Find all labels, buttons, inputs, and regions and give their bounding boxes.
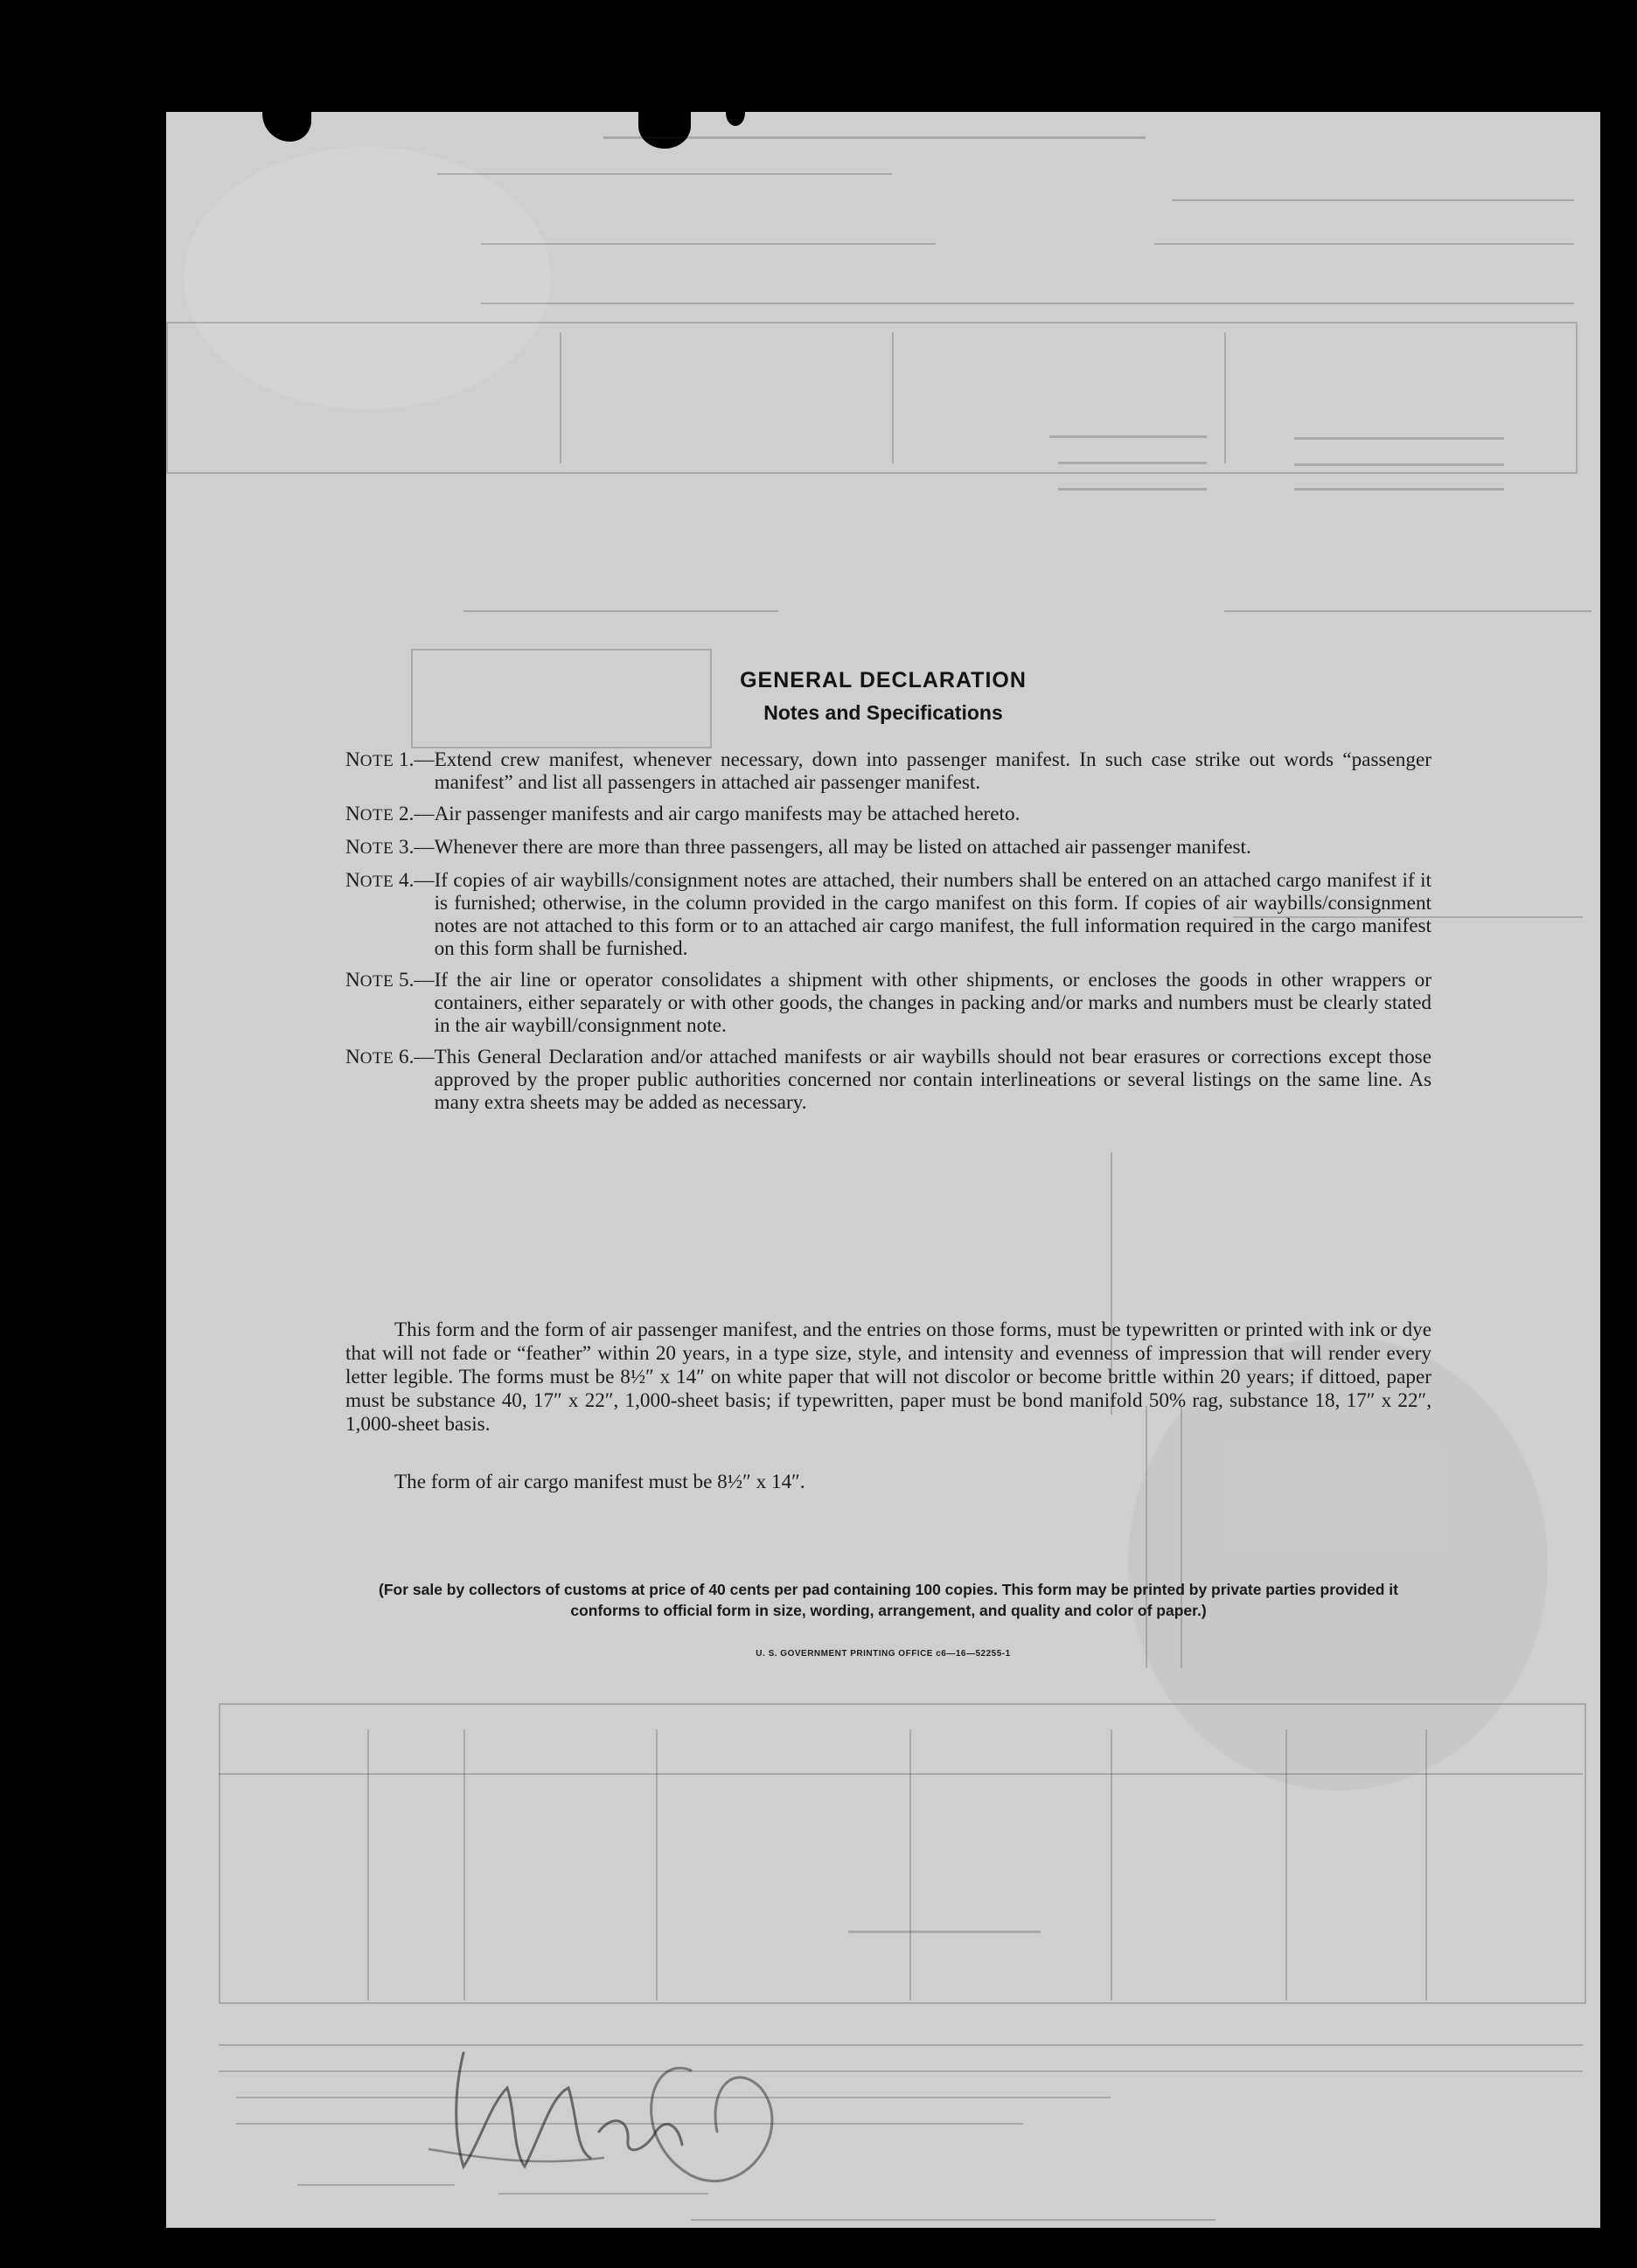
note-item [345, 836, 1432, 860]
bleed-through-mark [1154, 243, 1574, 245]
note-label: NOTE 1.— [345, 748, 435, 771]
bleed-through-mark [1294, 437, 1504, 440]
document-page [166, 112, 1600, 2228]
bleed-through-mark [656, 1729, 658, 2000]
bleed-through-mark [219, 1703, 1586, 2004]
bleed-through-mark [691, 2219, 1216, 2221]
note-text: Extend crew manifest, whenever necessary, down into passenger manifest. In such case strike out words “passenger manifest” and list all passengers in attached air passenger manifest. [434, 748, 1432, 794]
bleed-through-mark [481, 243, 936, 245]
bleed-through-mark [219, 1773, 1583, 1775]
specification-text: This form and the form of air passenger manifest, and the entries on those forms, must be typewritten or printed with ink or dye that will not fade or “feather” within 20 years, in a type size, style, and intensity and evenness of impression that will render every letter legible. The forms must be 8½″ x 14″ on white paper that will not discolor or become brittle within 20 years; if dittoed, paper must be substance 40, 17″ x 22″, 1,000-sheet basis; if typewritten, paper must be bond manifold 50% rag, substance 18, 17″ x 22″, 1,000-sheet basis. [345, 1318, 1432, 1436]
bleed-through-mark [1111, 1729, 1112, 2000]
bleed-through-mark [219, 2070, 1583, 2072]
bleed-through-mark [909, 1729, 911, 2000]
bleed-through-mark [1058, 488, 1207, 490]
note-text: If the air line or operator consolidates a shipment with other shipments, or encloses the goods in other wrappers or containers, either separately or with other goods, the changes in packing and/or marks and numbers must be clearly stated in the air waybill/consignment note. [434, 969, 1432, 1037]
bleed-through-mark [1172, 199, 1574, 201]
bleed-through-mark [1294, 463, 1504, 466]
bleed-through-mark [1294, 488, 1504, 490]
note-item [345, 1046, 1432, 1114]
note-item [345, 869, 1432, 960]
bleed-through-mark [560, 332, 561, 463]
bleed-through-mark [848, 1931, 1041, 1933]
note-text: Whenever there are more than three passengers, all may be listed on attached air passenger manifest. [434, 836, 1251, 859]
page-title: GENERAL DECLARATION [740, 668, 1027, 692]
bleed-through-mark [1181, 1406, 1182, 1668]
bleed-through-mark [219, 2044, 1583, 2046]
note-label: NOTE 5.— [345, 969, 435, 991]
bleed-through-mark [1049, 435, 1207, 438]
bleed-through-mark [892, 332, 894, 463]
bleed-through-mark [1425, 1729, 1427, 2000]
bleed-through-mark [1224, 332, 1226, 463]
note-label: NOTE 6.— [345, 1046, 435, 1068]
bleed-through-mark [367, 1729, 369, 2000]
bleed-through-mark [1146, 1406, 1147, 1668]
note-label: NOTE 2.— [345, 803, 435, 825]
note-text: If copies of air waybills/consignment notes are attached, their numbers shall be entered on an attached cargo manifest if it is furnished; otherwise, in the column provided in the cargo manifest on this form. If copies of air waybills/consignment notes are not attached to this form or to an attached air cargo manifest, the full information required in the cargo manifest on this form shall be furnished. [434, 869, 1432, 960]
bleed-through-mark [463, 610, 778, 612]
bleed-through-mark [1058, 462, 1207, 464]
bleed-through-mark [1285, 1729, 1287, 2000]
cargo-manifest-size-note: The form of air cargo manifest must be 8½″ x 14″. [394, 1471, 805, 1493]
bleed-through-mark [1224, 610, 1592, 612]
torn-edge [638, 112, 691, 149]
note-text: This General Declaration and/or attached manifests or air waybills should not bear erasures or corrections except those approved by the proper public authorities concerned nor contain interlineations or several listings on the same line. As many extra sheets may be added as necessary. [434, 1046, 1432, 1114]
bleed-through-mark [603, 136, 1146, 139]
note-label: NOTE 3.— [345, 836, 435, 859]
note-label: NOTE 4.— [345, 869, 435, 892]
bleed-through-mark [481, 303, 1574, 304]
torn-edge [262, 112, 311, 142]
printing-office-imprint: U. S. GOVERNMENT PRINTING OFFICE c6—16—52255-1 [756, 1649, 1011, 1659]
bleed-through-mark [498, 2193, 708, 2195]
signature-drawing [428, 2035, 848, 2193]
note-item [345, 969, 1432, 1037]
sale-note: (For sale by collectors of customs at price of 40 cents per pad containing 100 copies. This form may be printed by private parties provided it conforms to official form in size, wording, arrangement, and quality and color of paper.) [379, 1581, 1398, 1619]
note-item [345, 803, 1432, 827]
bleed-through-mark [411, 649, 712, 748]
bleed-through-mark [463, 1729, 465, 2000]
bleed-through-mark [166, 322, 1578, 474]
torn-edge [726, 112, 745, 126]
page-subtitle: Notes and Specifications [763, 701, 1003, 724]
note-text: Air passenger manifests and air cargo manifests may be attached hereto. [434, 803, 1021, 825]
notes-list [345, 748, 1432, 1123]
note-item [345, 748, 1432, 794]
bleed-through-mark [437, 173, 892, 175]
specification-paragraph [345, 1318, 1432, 1437]
